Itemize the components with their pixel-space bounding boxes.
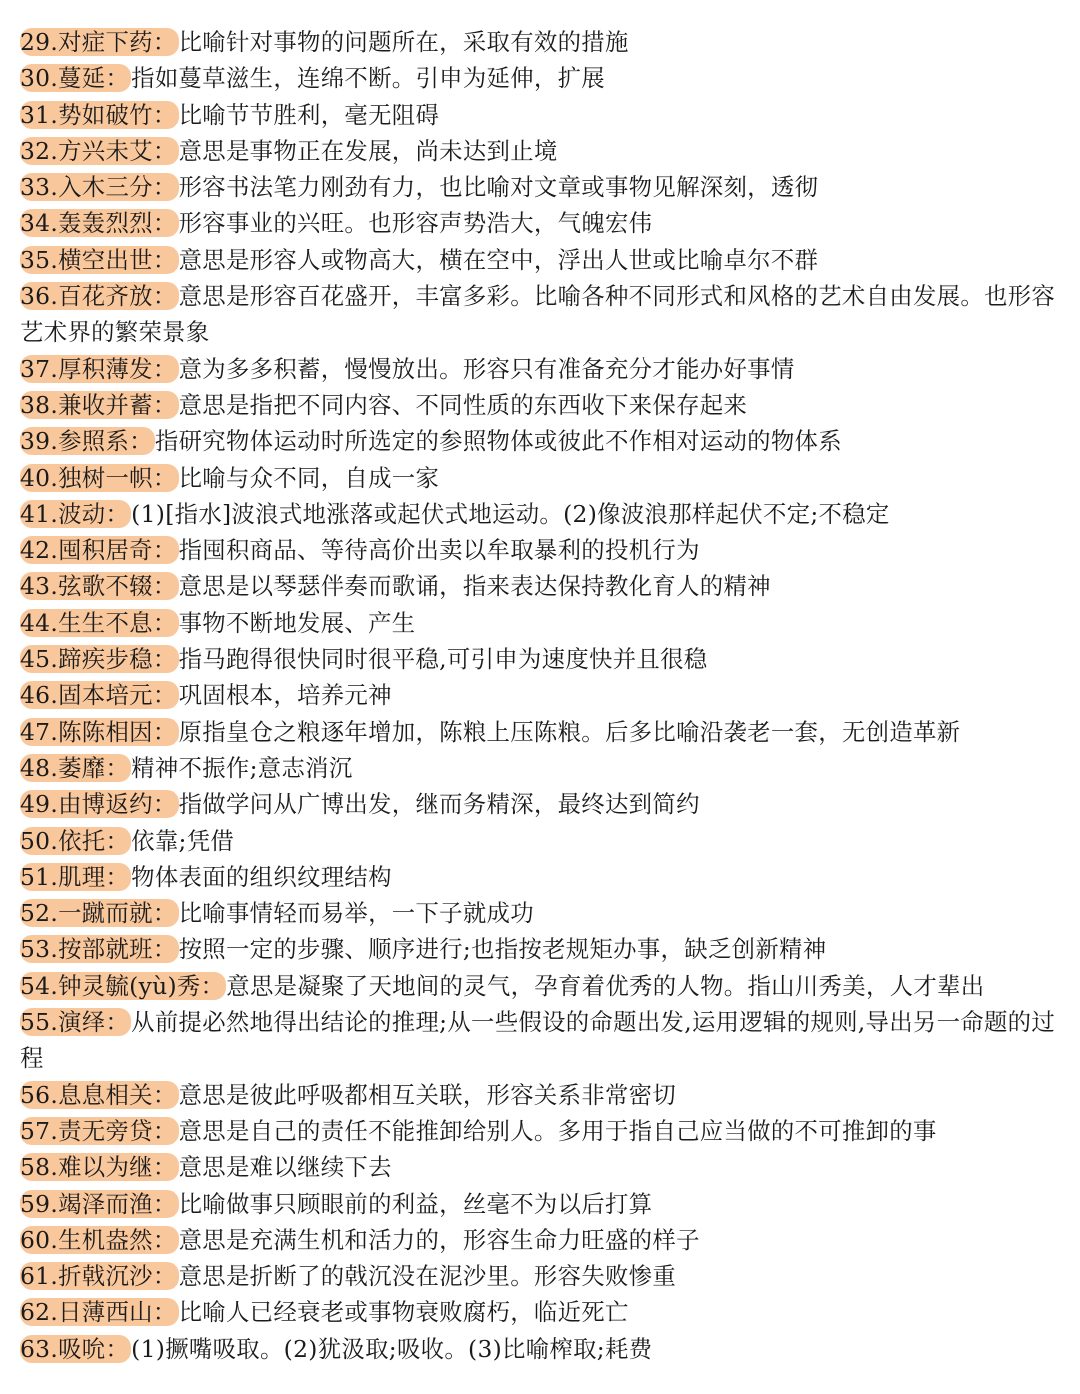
entry-definition: 精神不振作;意志消沉 [131, 753, 353, 782]
entry-term: 61.折戟沉沙： [20, 1262, 177, 1291]
entry-54 [20, 968, 1058, 1004]
entry-definition: 比喻与众不同，自成一家 [178, 463, 440, 492]
entry-59 [20, 1186, 1058, 1222]
entry-definition: 指研究物体运动时所选定的参照物体或彼此不作相对运动的物体系 [154, 427, 842, 456]
entry-35 [20, 242, 1058, 278]
entry-term: 38.兼收并蓄： [20, 390, 177, 419]
entry-57 [20, 1113, 1058, 1149]
entry-definition: 指马跑得很快同时很平稳,可引申为速度快并且很稳 [178, 645, 708, 674]
entry-definition: 比喻做事只顾眼前的利益，丝毫不为以后打算 [178, 1189, 653, 1218]
entry-definition: 意思是形容人或物高大，横在空中，浮出人世或比喻卓尔不群 [178, 245, 819, 274]
entry-29 [20, 24, 1058, 60]
entry-term: 36.百花齐放： [20, 282, 177, 311]
vocabulary-list [0, 24, 1080, 1367]
entry-term: 53.按部就班： [20, 935, 177, 964]
entry-42 [20, 532, 1058, 568]
entry-44 [20, 605, 1058, 641]
entry-definition: 依靠;凭借 [131, 826, 235, 855]
entry-definition: 意为多多积蓄，慢慢放出。形容只有准备充分才能办好事情 [178, 354, 795, 383]
entry-term: 48.萎靡： [20, 753, 130, 782]
entry-38 [20, 387, 1058, 423]
entry-definition: 意思是指把不同内容、不同性质的东西收下来保存起来 [178, 390, 748, 419]
entry-definition: 事物不断地发展、产生 [178, 608, 416, 637]
entry-term: 44.生生不息： [20, 608, 177, 637]
entry-definition: (1)[指水]波浪式地涨落或起伏式地运动。(2)像波浪那样起伏不定;不稳定 [131, 499, 890, 528]
entry-term: 55.演绎： [20, 1008, 130, 1037]
entry-definition: 比喻针对事物的问题所在，采取有效的措施 [178, 28, 629, 56]
entry-definition: 意思是事物正在发展，尚未达到止境 [178, 136, 558, 165]
entry-term: 41.波动： [20, 499, 130, 528]
entry-term: 39.参照系： [20, 427, 153, 456]
entry-term: 56.息息相关： [20, 1080, 177, 1109]
entry-definition: 意思是折断了的戟沉没在泥沙里。形容失败惨重 [178, 1262, 677, 1291]
entry-term: 54.钟灵毓(yù)秀： [20, 971, 225, 1000]
entry-48 [20, 750, 1058, 786]
entry-definition: 指如蔓草滋生，连绵不断。引申为延伸，扩展 [131, 64, 605, 93]
entry-term: 59.竭泽而渔： [20, 1189, 177, 1218]
entry-term: 29.对症下药： [20, 28, 177, 56]
entry-term: 34.轰轰烈烈： [20, 209, 177, 238]
entry-term: 47.陈陈相因： [20, 717, 177, 746]
entry-term: 31.势如破竹： [20, 100, 177, 129]
entry-term: 40.独树一帜： [20, 463, 177, 492]
entry-term: 35.横空出世： [20, 245, 177, 274]
entry-definition: 意思是难以继续下去 [178, 1153, 392, 1182]
entry-39 [20, 423, 1058, 459]
entry-term: 46.固本培元： [20, 681, 177, 710]
entry-term: 50.依托： [20, 826, 130, 855]
entry-31 [20, 97, 1058, 133]
entry-51 [20, 859, 1058, 895]
entry-term: 42.囤积居奇： [20, 536, 177, 565]
entry-definition: 巩固根本，培养元神 [178, 681, 392, 710]
entry-50 [20, 823, 1058, 859]
entry-term: 58.难以为继： [20, 1153, 177, 1182]
entry-33 [20, 169, 1058, 205]
entry-definition: 比喻人已经衰老或事物衰败腐朽，临近死亡 [178, 1298, 629, 1327]
entry-term: 43.弦歌不辍： [20, 572, 177, 601]
entry-term: 45.蹄疾步稳： [20, 645, 177, 674]
entry-45 [20, 641, 1058, 677]
entry-58 [20, 1149, 1058, 1185]
entry-term: 52.一蹴而就： [20, 899, 177, 928]
entry-term: 49.由博返约： [20, 790, 177, 819]
entry-43 [20, 568, 1058, 604]
entry-term: 32.方兴未艾： [20, 136, 177, 165]
entry-34 [20, 205, 1058, 241]
entry-definition: 比喻节节胜利，毫无阻碍 [178, 100, 440, 129]
entry-term: 63.吸吮： [20, 1334, 130, 1363]
entry-36 [20, 278, 1058, 351]
entry-55 [20, 1004, 1058, 1077]
entry-definition: 指囤积商品、等待高价出卖以牟取暴利的投机行为 [178, 536, 700, 565]
entry-37 [20, 351, 1058, 387]
entry-term: 33.入木三分： [20, 173, 177, 202]
entry-definition: 指做学问从广博出发，继而务精深，最终达到简约 [178, 790, 700, 819]
entry-62 [20, 1294, 1058, 1330]
entry-52 [20, 895, 1058, 931]
entry-definition: 意思是充满生机和活力的，形容生命力旺盛的样子 [178, 1225, 700, 1254]
entry-definition: 按照一定的步骤、顺序进行;也指按老规矩办事，缺乏创新精神 [178, 935, 827, 964]
entry-32 [20, 133, 1058, 169]
entry-63 [20, 1331, 1058, 1367]
entry-definition: 形容事业的兴旺。也形容声势浩大，气魄宏伟 [178, 209, 653, 238]
entry-47 [20, 714, 1058, 750]
entry-40 [20, 460, 1058, 496]
entry-definition: 意思是形容百花盛开，丰富多彩。比喻各种不同形式和风格的艺术自由发展。也形容艺术界的繁荣景象 [20, 282, 1056, 347]
entry-term: 62.日薄西山： [20, 1298, 177, 1327]
entry-61 [20, 1258, 1058, 1294]
entry-term: 60.生机盎然： [20, 1225, 177, 1254]
entry-definition: (1)撅嘴吸取。(2)犹汲取;吸收。(3)比喻榨取;耗费 [131, 1334, 653, 1363]
entry-term: 57.责无旁贷： [20, 1116, 177, 1145]
entry-49 [20, 786, 1058, 822]
entry-56 [20, 1077, 1058, 1113]
entry-41 [20, 496, 1058, 532]
entry-60 [20, 1222, 1058, 1258]
entry-definition: 意思是凝聚了天地间的灵气，孕育着优秀的人物。指山川秀美，人才辈出 [226, 971, 985, 1000]
entry-53 [20, 931, 1058, 967]
entry-term: 37.厚积薄发： [20, 354, 177, 383]
entry-definition: 意思是以琴瑟伴奏而歌诵，指来表达保持教化育人的精神 [178, 572, 771, 601]
entry-definition: 原指皇仓之粮逐年增加，陈粮上压陈粮。后多比喻沿袭老一套，无创造革新 [178, 717, 961, 746]
entry-definition: 形容书法笔力刚劲有力，也比喻对文章或事物见解深刻，透彻 [178, 173, 819, 202]
entry-definition: 比喻事情轻而易举，一下子就成功 [178, 899, 534, 928]
entry-definition: 意思是彼此呼吸都相互关联，形容关系非常密切 [178, 1080, 677, 1109]
entry-term: 51.肌理： [20, 862, 130, 891]
entry-30 [20, 60, 1058, 96]
entry-definition: 意思是自己的责任不能推卸给别人。多用于指自己应当做的不可推卸的事 [178, 1116, 937, 1145]
entry-definition: 物体表面的组织纹理结构 [131, 862, 392, 891]
entry-46 [20, 677, 1058, 713]
entry-term: 30.蔓延： [20, 64, 130, 93]
entry-definition: 从前提必然地得出结论的推理;从一些假设的命题出发,运用逻辑的规则,导出另一命题的过程 [20, 1008, 1056, 1073]
